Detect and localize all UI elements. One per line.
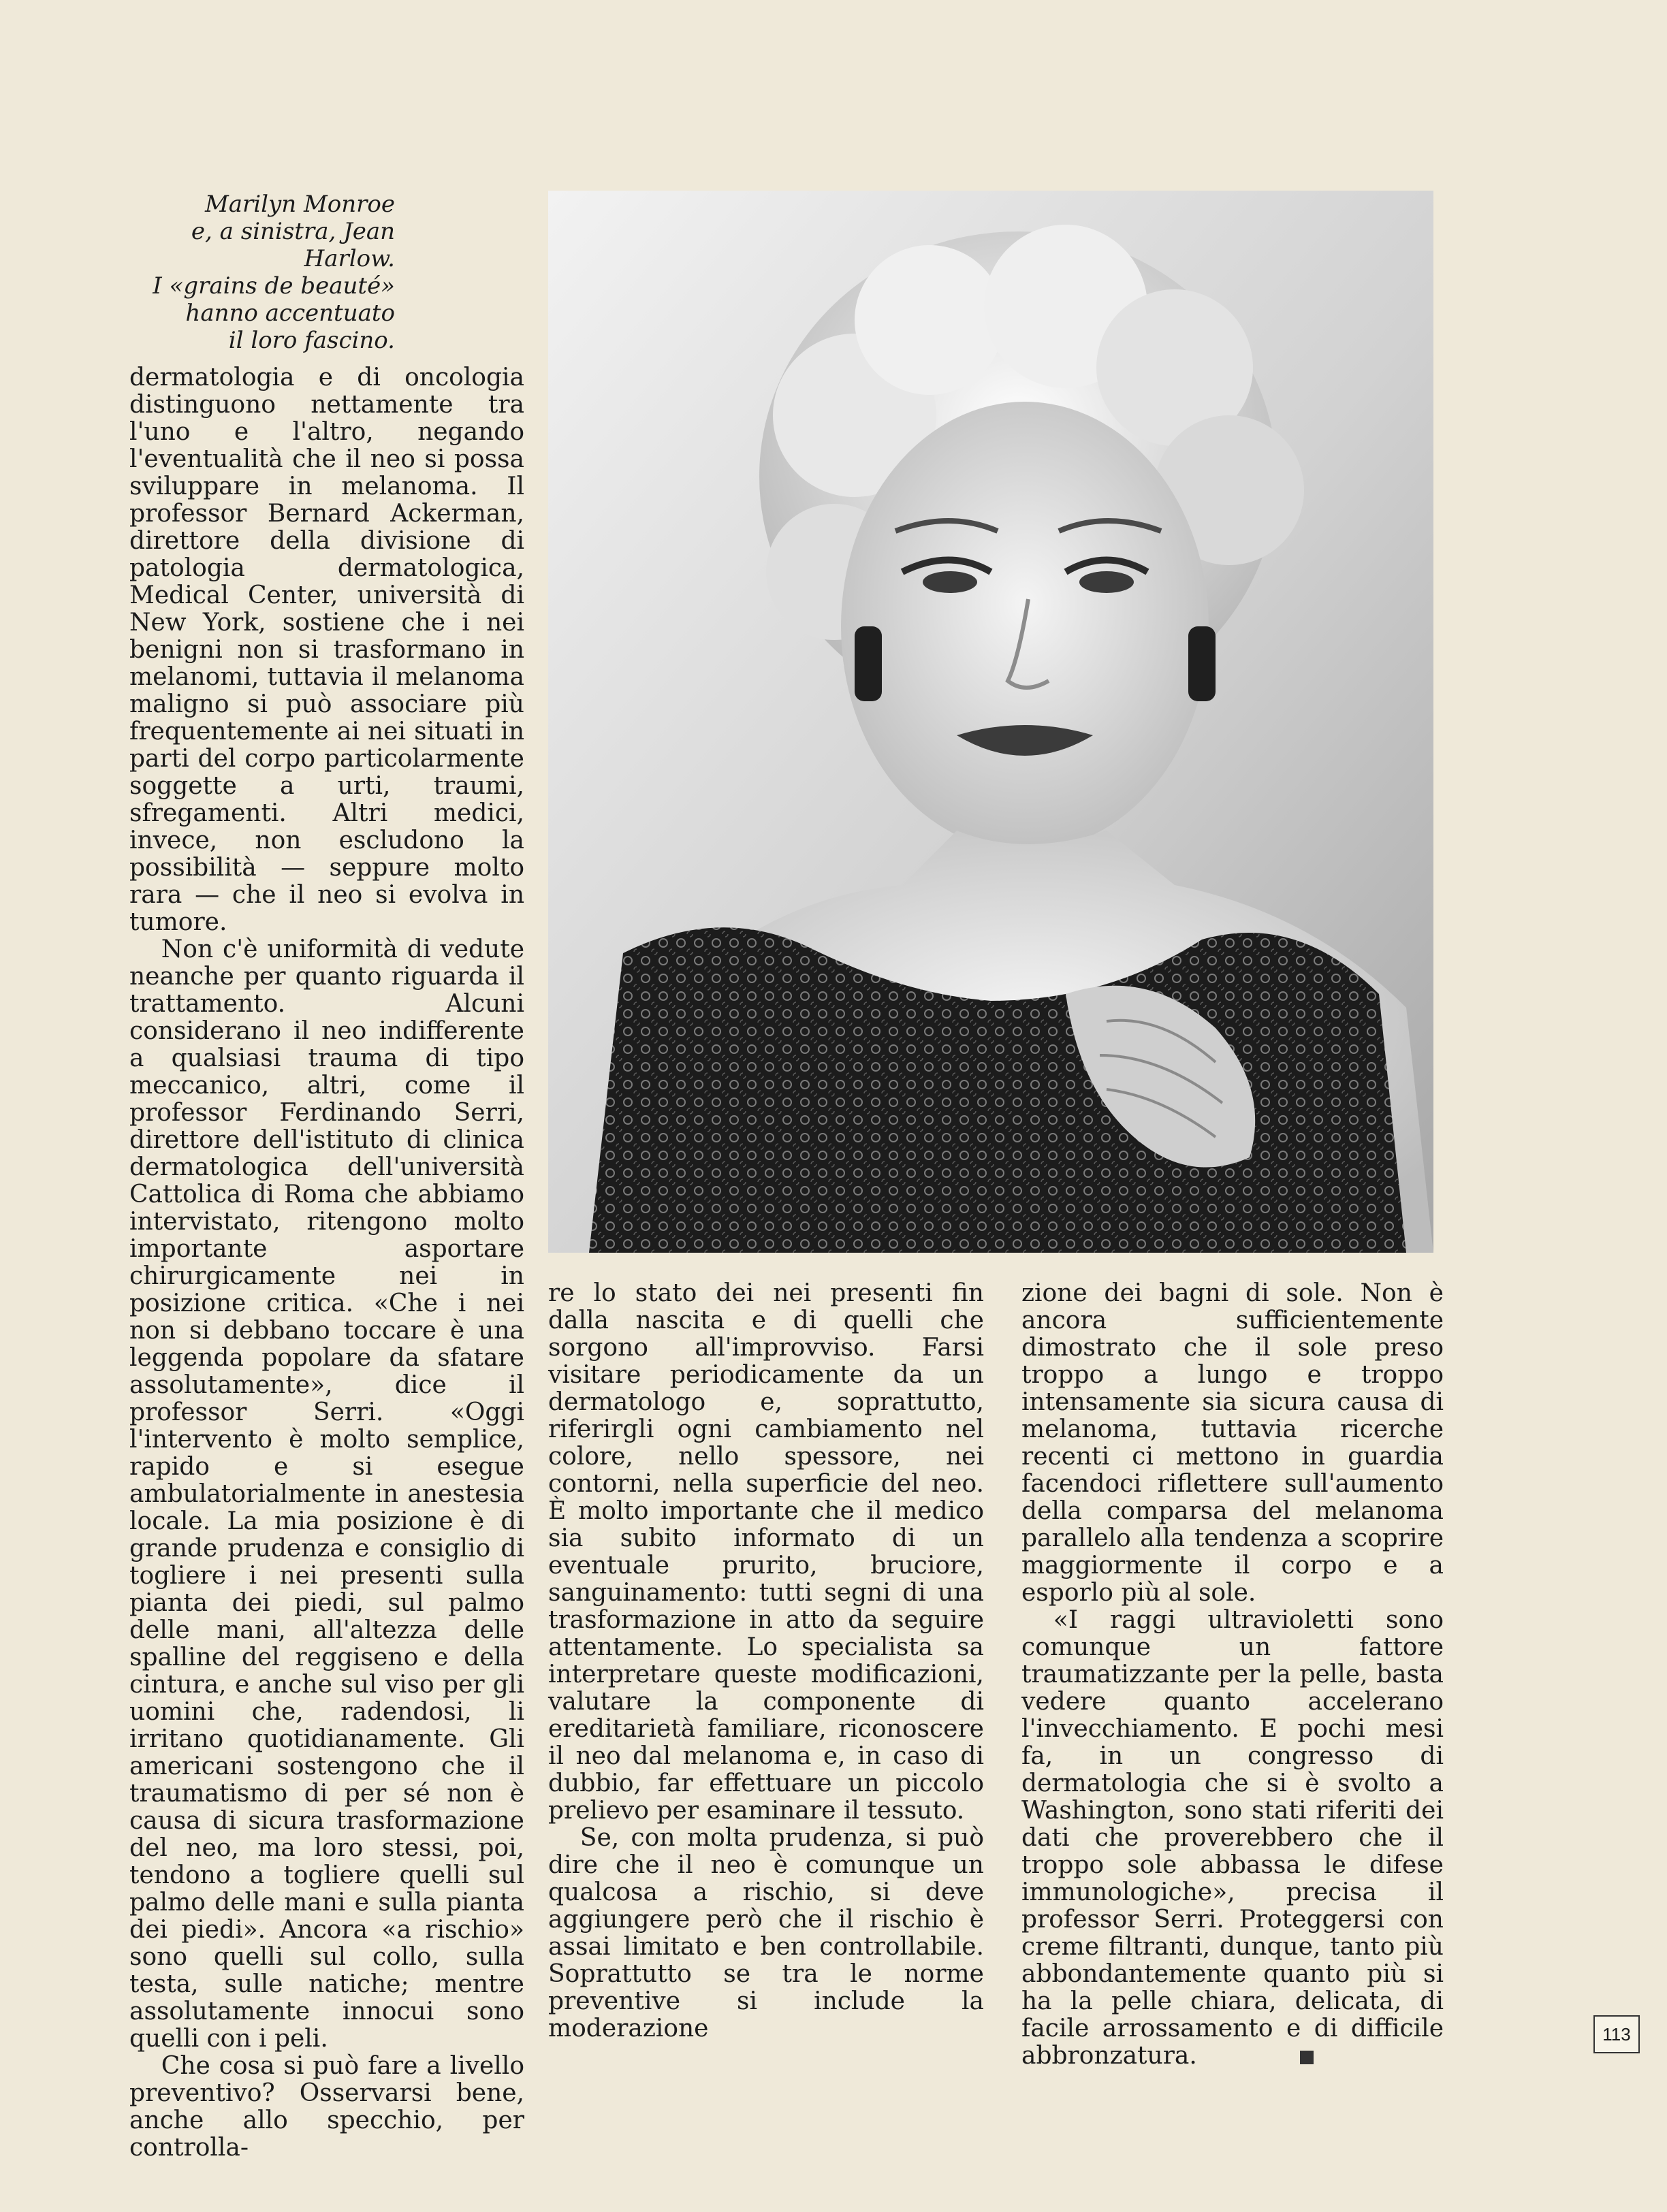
caption-line: e, a sinistra, Jean Harlow.: [191, 218, 395, 272]
portrait-illustration: [548, 191, 1433, 1253]
article-column-left: [129, 364, 524, 2162]
article-paragraph: Se, con molta prudenza, si può dire che il neo è comunque un qualcosa a rischio, si deve aggiungere però che il rischio è assai limitato e ben controllabile. Soprattutto se tra le norme preventive si include la moderazione: [548, 1824, 984, 2042]
portrait-photo: [548, 191, 1433, 1253]
page-number: 113: [1593, 2015, 1640, 2053]
article-paragraph: Non c'è uniformità di vedute neanche per quanto riguarda il trattamento. Alcuni considerano il neo indifferente a qualsiasi trauma di tipo meccanico, altri, come il professor Ferdinando Serri, direttore dell'istituto di clinica dermatologica dell'università Cattolica di Roma che abbiamo intervistato, ritengono molto importante asportare chirurgicamente nei in posizione critica. «Che i nei non si debbano toccare è una leggenda popolare da sfatare assolutamente», dice il professor Serri. «Oggi l'intervento è molto semplice, rapido e si esegue ambulatorialmente in anestesia locale. La mia posizione è di grande prudenza e consiglio di togliere i nei presenti sulla pianta dei piedi, sul palmo delle mani, all'altezza delle spalline del reggiseno e della cintura, e anche sul viso per gli uomini che, radendosi, li irritano quotidianamente. Gli americani sostengono che il traumatismo di per sé non è causa di sicura trasformazione del neo, ma loro stessi, poi, tendono a togliere quelli sul palmo delle mani e sulla pianta dei piedi». Ancora «a rischio» sono quelli sul collo, sulla testa, sulle natiche; mentre assolutamente innocui sono quelli con i peli.: [129, 935, 524, 2053]
caption-line: I «grains de beauté»: [153, 272, 395, 300]
end-of-article-mark: [1300, 2051, 1314, 2064]
article-paragraph: re lo stato dei nei presenti fin dalla nascita e di quelli che sorgono all'improvviso. Farsi visitare periodicamente da un dermatologo e, soprattutto, riferirgli ogni cambiamento nel colore, nello spessore, nei contorni, nella superficie del neo. È molto importante che il medico sia subito informato di un eventuale prurito, bruciore, sanguinamento: tutti segni di una trasformazione in atto da seguire attentamente. Lo specialista sa interpretare queste modificazioni, valutare la componente di ereditarietà familiare, riconoscere il neo dal melanoma e, in caso di dubbio, far effettuare un piccolo prelievo per esaminare il tessuto.: [548, 1279, 984, 1825]
article-paragraph: Che cosa si può fare a livello preventivo? Osservarsi bene, anche allo specchio, per controlla-: [129, 2052, 524, 2162]
caption-line: il loro fascino.: [228, 327, 395, 354]
caption-line: Marilyn Monroe: [204, 191, 395, 218]
article-column-middle: [548, 1280, 984, 2042]
photo-caption: [109, 191, 395, 354]
article-paragraph: dermatologia e di oncologia distinguono nettamente tra l'uno e l'altro, negando l'eventualità che il neo si possa sviluppare in melanoma. Il professor Bernard Ackerman, direttore della divisione di patologia dermatologica, Medical Center, università di New York, sostiene che i nei benigni non si trasformano in melanomi, tuttavia il melanoma maligno si può associare più frequentemente ai nei situati in parti del corpo particolarmente soggette a urti, traumi, sfregamenti. Altri medici, invece, non escludono la possibilità — seppure molto rara — che il neo si evolva in tumore.: [129, 364, 524, 936]
article-column-right: [1021, 1280, 1444, 2070]
article-paragraph: «I raggi ultravioletti sono comunque un fattore traumatizzante per la pelle, basta vedere quanto accelerano l'invecchiamento. E pochi mesi fa, in un congresso di dermatologia che si è svolto a Washington, sono stati riferiti dei dati che proverebbero che il troppo sole abbassa le difese immunologiche», precisa il professor Serri. Proteggersi con creme filtranti, dunque, tanto più abbondantemente quanto più si ha la pelle chiara, delicata, di facile arrossamento e di difficile abbronzatura.: [1021, 1606, 1444, 2070]
caption-line: hanno accentuato: [185, 300, 395, 327]
article-paragraph: zione dei bagni di sole. Non è ancora sufficientemente dimostrato che il sole preso troppo a lungo e troppo intensamente sia sicura causa di melanoma, tuttavia ricerche recenti ci mettono in guardia facendoci riflettere sull'aumento della comparsa del melanoma parallelo alla tendenza a scoprire maggiormente il corpo e a esporlo più al sole.: [1021, 1279, 1444, 1607]
